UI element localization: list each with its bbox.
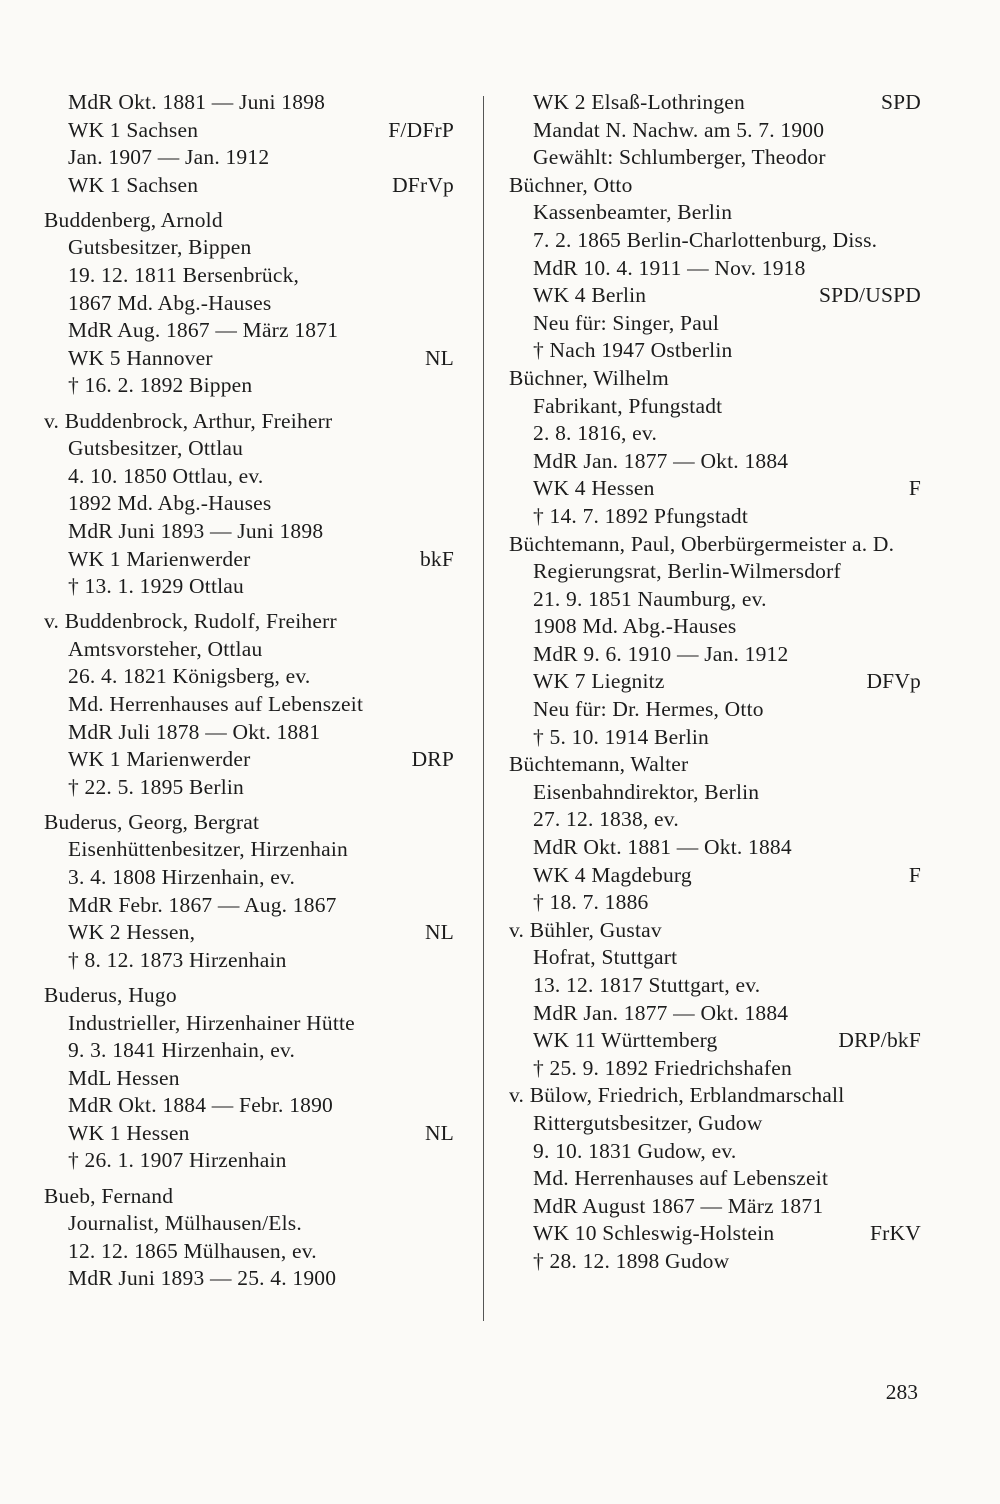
entry-detail-line [509, 1193, 921, 1221]
entry-detail-line [509, 696, 921, 724]
line-text: Buddenberg, Arnold [44, 207, 223, 232]
line-text: Büchner, Wilhelm [509, 365, 669, 390]
line-text: 12. 12. 1865 Mülhausen, ev. [68, 1238, 317, 1263]
entry-detail-line [44, 234, 454, 262]
entry-detail-line [44, 1037, 454, 1065]
entry-detail-line [509, 944, 921, 972]
line-text: Kassenbeamter, Berlin [533, 200, 733, 225]
entry-detail-line [509, 337, 921, 365]
line-text: Gutsbesitzer, Bippen [68, 235, 252, 260]
line-text: 13. 12. 1817 Stuttgart, ev. [533, 973, 761, 997]
entry-detail-line [509, 1165, 921, 1193]
line-text: Hofrat, Stuttgart [533, 945, 678, 970]
entry-detail-line [509, 1248, 921, 1276]
entry-detail-line [509, 475, 921, 503]
entry-detail-line [44, 144, 454, 172]
entry-detail-line [44, 172, 454, 200]
line-text: Rittergutsbesitzer, Gudow [533, 1110, 763, 1135]
entry-detail-line [509, 779, 921, 807]
entry-detail-line [509, 1027, 921, 1055]
line-text: WK 1 Hessen [68, 1120, 190, 1145]
line-text: 1867 Md. Abg.-Hauses [68, 290, 272, 315]
entry-detail-line [509, 255, 921, 283]
line-text: 19. 12. 1811 Bersenbrück, [68, 263, 300, 288]
entry-name-line [44, 1183, 454, 1211]
line-text: 4. 10. 1850 Ottlau, ev. [68, 463, 264, 488]
entry-name-line [44, 207, 454, 235]
line-text: WK 1 Marienwerder [68, 546, 251, 571]
line-text: † 16. 2. 1892 Bippen [68, 373, 253, 398]
line-text: WK 7 Liegnitz [533, 669, 665, 694]
line-text: Md. Herrenhauses auf Lebenszeit [533, 1166, 829, 1191]
line-text: 26. 4. 1821 Königsberg, ev. [68, 664, 311, 689]
entry-detail-line [509, 668, 921, 696]
entry-detail-line [44, 1147, 454, 1175]
line-text: v. Bühler, Gustav [509, 917, 662, 942]
entry-name-line [509, 531, 921, 559]
party-label: FrKV [870, 1221, 921, 1246]
line-text: MdR Juni 1893 — Juni 1898 [68, 518, 324, 543]
line-text: † 28. 12. 1898 Gudow [533, 1248, 730, 1273]
line-text: Eisenhüttenbesitzer, Hirzenhain [68, 837, 348, 862]
entry-detail-line [44, 1010, 454, 1038]
entry-detail-line [44, 947, 454, 975]
entry-name-line [44, 608, 454, 636]
line-text: WK 4 Berlin [533, 283, 647, 308]
line-text: 3. 4. 1808 Hirzenhain, ev. [68, 865, 296, 890]
line-text: MdR Okt. 1881 — Juni 1898 [68, 90, 326, 114]
entry-detail-line [44, 1210, 454, 1238]
line-text: WK 1 Marienwerder [68, 747, 251, 772]
line-text: 2. 8. 1816, ev. [533, 421, 658, 446]
entry-detail-line [509, 420, 921, 448]
line-text: WK 1 Sachsen [68, 172, 199, 197]
line-text: Büchtemann, Walter [509, 752, 689, 777]
entry-separator [44, 801, 454, 809]
line-text: WK 4 Magdeburg [533, 862, 692, 887]
entry-detail-line [44, 1065, 454, 1093]
entry-separator [44, 1175, 454, 1183]
entry-separator [44, 974, 454, 982]
line-text: † 26. 1. 1907 Hirzenhain [68, 1148, 287, 1173]
line-text: MdR Okt. 1881 — Okt. 1884 [533, 835, 792, 860]
line-text: Journalist, Mülhausen/Els. [68, 1211, 302, 1236]
entry-detail-line [44, 117, 454, 145]
entry-detail-line [509, 834, 921, 862]
line-text: WK 11 Württemberg [533, 1028, 718, 1053]
entry-detail-line [509, 448, 921, 476]
right-column [509, 89, 921, 1276]
left-column [44, 89, 454, 1293]
entry-name-line [44, 809, 454, 837]
entry-detail-line [509, 889, 921, 917]
party-label: F [908, 862, 921, 887]
entry-detail-line [44, 463, 454, 491]
line-text: 21. 9. 1851 Naumburg, ev. [533, 586, 767, 611]
line-text: Jan. 1907 — Jan. 1912 [68, 145, 270, 170]
party-label: DFVp [866, 669, 921, 694]
entry-detail-line [509, 1220, 921, 1248]
line-text: Büchtemann, Paul, Oberbürgermeister a. D. [509, 531, 895, 556]
line-text: Buderus, Hugo [44, 982, 177, 1007]
line-text: WK 4 Hessen [533, 476, 655, 501]
line-text: † 18. 7. 1886 [533, 890, 649, 915]
line-text: WK 2 Hessen, [68, 920, 196, 945]
entry-detail-line [509, 613, 921, 641]
entry-detail-line [44, 1238, 454, 1266]
entry-detail-line [44, 774, 454, 802]
line-text: WK 10 Schleswig-Holstein [533, 1221, 775, 1246]
line-text: † 8. 12. 1873 Hirzenhain [68, 947, 287, 972]
line-text: MdR Juni 1893 — 25. 4. 1900 [68, 1266, 337, 1291]
entry-name-line [509, 365, 921, 393]
column-divider [483, 96, 484, 1321]
entry-detail-line [44, 919, 454, 947]
page-number: 283 [885, 1380, 918, 1404]
entry-detail-line [509, 144, 921, 172]
line-text: Neu für: Singer, Paul [533, 310, 720, 335]
entry-detail-line [509, 1055, 921, 1083]
line-text: MdR August 1867 — März 1871 [533, 1193, 824, 1218]
party-label: F [908, 476, 921, 501]
entry-detail-line [509, 199, 921, 227]
line-text: † 25. 9. 1892 Friedrichshafen [533, 1055, 792, 1080]
entry-detail-line [509, 503, 921, 531]
party-label: DRP/bkF [838, 1028, 921, 1053]
entry-detail-line [509, 282, 921, 310]
entry-detail-line [509, 558, 921, 586]
line-text: † 13. 1. 1929 Ottlau [68, 574, 244, 599]
party-label: DRP [411, 747, 454, 772]
entry-detail-line [44, 1092, 454, 1120]
line-text: Fabrikant, Pfungstadt [533, 393, 723, 418]
line-text: Md. Herrenhauses auf Lebenszeit [68, 691, 364, 716]
entry-name-line [509, 917, 921, 945]
line-text: Neu für: Dr. Hermes, Otto [533, 697, 764, 722]
line-text: WK 5 Hannover [68, 345, 213, 370]
party-label: NL [424, 345, 454, 370]
line-text: MdR Febr. 1867 — Aug. 1867 [68, 892, 337, 917]
line-text: † Nach 1947 Ostberlin [533, 338, 733, 363]
entry-detail-line [44, 573, 454, 601]
entry-detail-line [44, 262, 454, 290]
entry-detail-line [44, 490, 454, 518]
entry-detail-line [509, 724, 921, 752]
line-text: 1892 Md. Abg.-Hauses [68, 491, 272, 516]
entry-detail-line [509, 806, 921, 834]
line-text: Regierungsrat, Berlin-Wilmersdorf [533, 559, 841, 584]
entry-name-line [44, 982, 454, 1010]
entry-detail-line [509, 1000, 921, 1028]
entry-detail-line [509, 1110, 921, 1138]
line-text: 7. 2. 1865 Berlin-Charlottenburg, Diss. [533, 227, 878, 252]
line-text: Amtsvorsteher, Ottlau [68, 636, 263, 661]
entry-detail-line [44, 691, 454, 719]
entry-detail-line [509, 972, 921, 1000]
line-text: MdL Hessen [68, 1065, 180, 1090]
entry-detail-line [44, 746, 454, 774]
line-text: MdR Jan. 1877 — Okt. 1884 [533, 1000, 789, 1025]
entry-detail-line [44, 864, 454, 892]
entry-separator [44, 400, 454, 408]
line-text: MdR Aug. 1867 — März 1871 [68, 318, 339, 343]
line-text: Gewählt: Schlumberger, Theodor [533, 145, 826, 170]
line-text: Bueb, Fernand [44, 1183, 174, 1208]
entry-separator [44, 199, 454, 207]
entry-detail-line [44, 719, 454, 747]
entry-name-line [44, 408, 454, 436]
entry-detail-line [509, 117, 921, 145]
entry-detail-line [44, 892, 454, 920]
entry-detail-line [44, 345, 454, 373]
entry-detail-line [44, 1265, 454, 1293]
entry-detail-line [44, 1120, 454, 1148]
entry-detail-line [44, 518, 454, 546]
entry-separator [44, 601, 454, 609]
line-text: 27. 12. 1838, ev. [533, 807, 679, 832]
line-text: MdR Jan. 1877 — Okt. 1884 [533, 448, 789, 473]
entry-detail-line [509, 310, 921, 338]
line-text: Mandat N. Nachw. am 5. 7. 1900 [533, 117, 825, 142]
entry-detail-line [44, 546, 454, 574]
entry-name-line [509, 172, 921, 200]
line-text: WK 2 Elsaß-Lothringen [533, 90, 745, 114]
entry-detail-line [44, 836, 454, 864]
line-text: MdR 10. 4. 1911 — Nov. 1918 [533, 255, 806, 280]
line-text: Industrieller, Hirzenhainer Hütte [68, 1010, 355, 1035]
party-label: bkF [419, 546, 454, 571]
entry-name-line [509, 1082, 921, 1110]
line-text: 9. 10. 1831 Gudow, ev. [533, 1138, 737, 1163]
entry-detail-line [509, 89, 921, 117]
entry-detail-line [44, 636, 454, 664]
line-text: Gutsbesitzer, Ottlau [68, 436, 244, 461]
line-text: Eisenbahndirektor, Berlin [533, 779, 760, 804]
line-text: MdR Okt. 1884 — Febr. 1890 [68, 1093, 334, 1118]
line-text: † 5. 10. 1914 Berlin [533, 724, 709, 749]
line-text: Buderus, Georg, Bergrat [44, 809, 260, 834]
line-text: MdR Juli 1878 — Okt. 1881 [68, 719, 321, 744]
entry-detail-line [44, 372, 454, 400]
party-label: NL [424, 1120, 454, 1145]
entry-detail-line [509, 393, 921, 421]
party-label: NL [424, 920, 454, 945]
line-text: † 14. 7. 1892 Pfungstadt [533, 503, 749, 528]
line-text: 1908 Md. Abg.-Hauses [533, 614, 737, 639]
line-text: v. Bülow, Friedrich, Erblandmarschall [509, 1083, 845, 1108]
party-label: SPD [880, 90, 921, 114]
party-label: SPD/USPD [819, 283, 921, 308]
party-label: F/DFrP [388, 117, 454, 142]
entry-detail-line [44, 89, 454, 117]
entry-detail-line [509, 641, 921, 669]
entry-detail-line [44, 290, 454, 318]
line-text: 9. 3. 1841 Hirzenhain, ev. [68, 1038, 296, 1063]
party-label: DFrVp [392, 172, 454, 197]
entry-detail-line [509, 227, 921, 255]
entry-detail-line [44, 317, 454, 345]
line-text: WK 1 Sachsen [68, 117, 199, 142]
line-text: Büchner, Otto [509, 172, 633, 197]
entry-detail-line [509, 586, 921, 614]
line-text: MdR 9. 6. 1910 — Jan. 1912 [533, 641, 789, 666]
line-text: † 22. 5. 1895 Berlin [68, 774, 244, 799]
entry-detail-line [44, 663, 454, 691]
entry-detail-line [44, 435, 454, 463]
line-text: v. Buddenbrock, Arthur, Freiherr [44, 408, 333, 433]
entry-detail-line [509, 1138, 921, 1166]
entry-name-line [509, 751, 921, 779]
line-text: v. Buddenbrock, Rudolf, Freiherr [44, 609, 337, 634]
entry-detail-line [509, 862, 921, 890]
